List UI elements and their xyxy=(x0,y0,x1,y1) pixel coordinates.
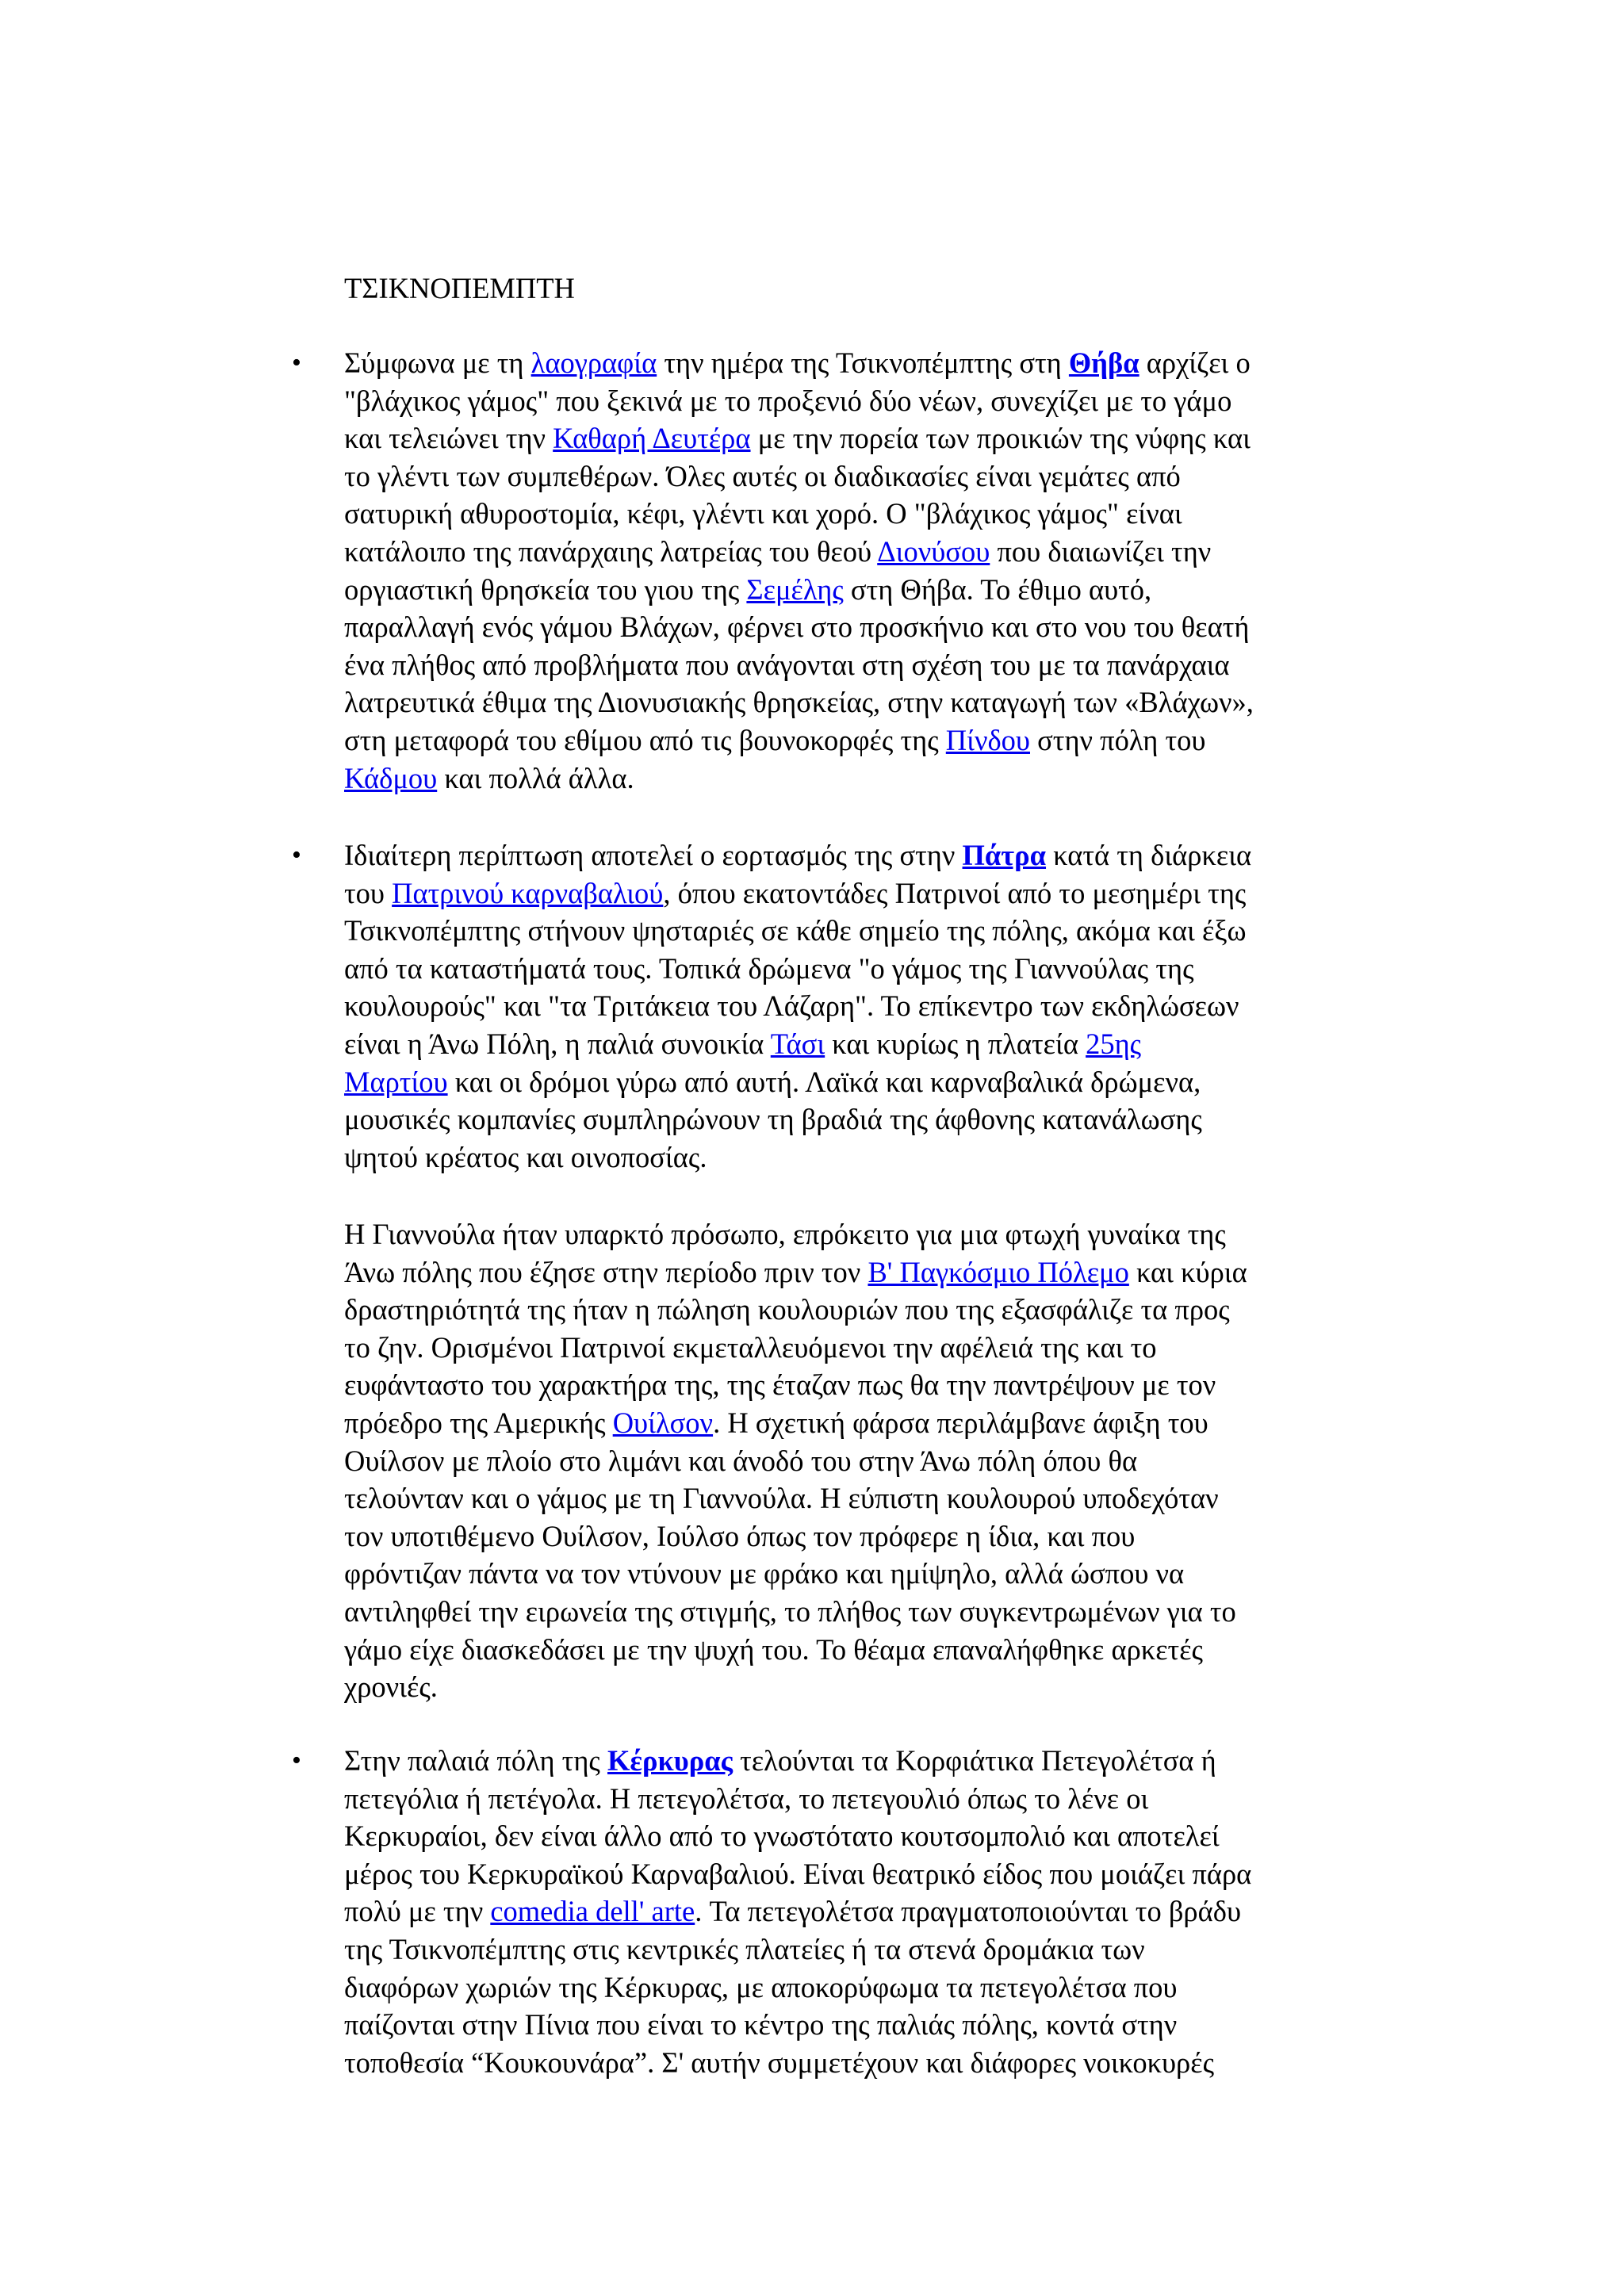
paragraph-corfu xyxy=(344,1742,1375,2081)
text-line xyxy=(344,1969,1375,2007)
text-line xyxy=(344,1063,1375,1101)
text-run: τελούνται τα Κορφιάτικα Πετεγολέτσα ή xyxy=(733,1744,1216,1777)
text-line xyxy=(344,533,1375,571)
text-run: του xyxy=(344,876,393,909)
text-line xyxy=(344,1404,1375,1442)
text-line xyxy=(344,912,1375,950)
text-line xyxy=(344,1366,1375,1404)
hyperlink[interactable]: Τάσι xyxy=(770,1027,825,1060)
text-line xyxy=(344,1442,1375,1480)
hyperlink[interactable]: comedia dell' arte xyxy=(490,1895,695,1928)
text-run: Άνω πόλης που έζησε στην περίοδο πριν τον xyxy=(344,1255,868,1288)
text-line xyxy=(344,457,1375,496)
text-run: δραστηριότητά της ήταν η πώληση κουλουριών που της εξασφάλιζε τα προς xyxy=(344,1293,1230,1326)
text-run: αντιληφθεί την ειρωνεία της στιγμής, το πλήθος των συγκεντρωμένων για το xyxy=(344,1594,1236,1628)
text-run: πετεγόλια ή πετέγολα. Η πετεγολέτσα, το πετεγουλιό όπως το λένε οι xyxy=(344,1781,1149,1815)
text-line xyxy=(344,1291,1375,1329)
text-run: σατυρική αθυροστομία, κέφι, γλέντι και χορό. Ο "βλάχικος γάμος" είναι xyxy=(344,497,1182,530)
text-line xyxy=(344,987,1375,1025)
text-run: τον υποτιθέμενο Ουίλσον, Ιούλσο όπως τον πρόφερε η ίδια, και που xyxy=(344,1519,1136,1552)
text-line xyxy=(344,2044,1375,2082)
hyperlink[interactable]: Διονύσου xyxy=(877,534,990,568)
text-run: ένα πλήθος από προβλήματα που ανάγονται στη σχέση του με τα πανάρχαια xyxy=(344,648,1230,681)
text-line xyxy=(344,344,1375,382)
text-run: Τσικνοπέμπτης στήνουν ψησταριές σε κάθε σημείο της πόλης, ακόμα και έξω xyxy=(344,914,1247,947)
text-run: και τελειώνει την xyxy=(344,422,553,455)
text-run: ψητού κρέατος και οινοποσίας. xyxy=(344,1140,707,1173)
text-run: και πολλά άλλα. xyxy=(437,761,634,794)
text-line xyxy=(344,1025,1375,1063)
hyperlink[interactable]: Πίνδου xyxy=(945,723,1030,756)
text-run: και κυρίως η πλατεία xyxy=(825,1027,1086,1060)
text-run: Κερκυραίοι, δεν είναι άλλο από το γνωστότατο κουτσομπολιό και αποτελεί xyxy=(344,1820,1220,1853)
hyperlink[interactable]: λαογραφία xyxy=(530,346,657,379)
text-run: Ιδιαίτερη περίπτωση αποτελεί ο εορτασμός της στην xyxy=(344,839,963,871)
text-run: πολύ με την xyxy=(344,1895,491,1928)
text-line xyxy=(344,1253,1375,1292)
text-run: . Η σχετική φάρσα περιλάμβανε άφιξη του xyxy=(713,1406,1208,1439)
text-line xyxy=(344,1479,1375,1517)
hyperlink[interactable]: Σεμέλης xyxy=(746,572,844,606)
text-line xyxy=(344,1855,1375,1893)
text-run: . Τα πετεγολέτσα πραγματοποιούνται το βράδυ xyxy=(695,1895,1242,1928)
text-run: γάμο είχε διασκεδάσει με την ψυχή του. Το θέαμα επαναλήφθηκε αρκετές xyxy=(344,1632,1203,1666)
text-run: Ουίλσον με πλοίο στο λιμάνι και άνοδό του στην Άνω πόλη όπου θα xyxy=(344,1444,1138,1477)
text-run: , όπου εκατοντάδες Πατρινοί από το μεσημέρι της xyxy=(663,876,1247,909)
text-run: τελούνταν και ο γάμος με τη Γιαννούλα. Η εύπιστη κουλουρού υποδεχόταν xyxy=(344,1482,1219,1515)
text-run: οργιαστική θρησκεία του γιου της xyxy=(344,572,747,606)
text-run: που διαιωνίζει την xyxy=(990,534,1212,568)
text-line xyxy=(344,1742,1375,1780)
text-run: τοποθεσία “Κουκουνάρα”. Σ' αυτήν συμμετέχουν και διάφορες νοικοκυρές xyxy=(344,2045,1215,2079)
text-run: Στην παλαιά πόλη της xyxy=(344,1744,608,1777)
text-line xyxy=(344,1931,1375,1969)
text-run: είναι η Άνω Πόλη, η παλιά συνοικία xyxy=(344,1027,771,1060)
hyperlink[interactable]: 25ης xyxy=(1086,1027,1142,1060)
hyperlink[interactable]: Πάτρα xyxy=(962,839,1047,871)
paragraph-patras xyxy=(344,836,1375,1176)
text-run: πρόεδρο της Αμερικής xyxy=(344,1406,613,1439)
paragraph-thebes xyxy=(344,344,1375,797)
text-line xyxy=(344,1517,1375,1556)
text-run: από τα καταστήματά τους. Τοπικά δρώμενα "ο γάμος της Γιαννούλας της xyxy=(344,951,1194,985)
text-run: λατρευτικά έθιμα της Διονυσιακής θρησκείας, στην καταγωγή των «Βλάχων», xyxy=(344,686,1254,719)
text-line xyxy=(344,1100,1375,1138)
text-line xyxy=(344,1817,1375,1855)
text-line xyxy=(344,721,1375,760)
text-line xyxy=(344,382,1375,420)
text-run: μουσικές κομπανίες συμπληρώνουν τη βραδιά της άφθονης κατανάλωσης xyxy=(344,1103,1202,1136)
text-line xyxy=(344,1555,1375,1593)
bullet-icon: • xyxy=(292,348,301,377)
hyperlink[interactable]: Καθαρή Δευτέρα xyxy=(553,422,751,455)
text-run: χρονιές. xyxy=(344,1670,438,1704)
text-line xyxy=(344,683,1375,721)
text-line xyxy=(344,495,1375,533)
hyperlink[interactable]: Θήβα xyxy=(1068,346,1139,379)
text-run: αρχίζει ο xyxy=(1139,346,1251,379)
text-run: την ημέρα της Τσικνοπέμπτης στη xyxy=(657,346,1069,379)
text-run: παίζονται στην Πίνια που είναι το κέντρο της παλιάς πόλης, κοντά στην xyxy=(344,2008,1178,2042)
text-run: και οι δρόμοι γύρω από αυτή. Λαϊκά και καρναβαλικά δρώμενα, xyxy=(447,1065,1201,1098)
text-run: κουλουρούς" και "τα Τριτάκεια του Λάζαρη". Το επίκεντρο των εκδηλώσεων xyxy=(344,989,1239,1023)
text-line xyxy=(344,760,1375,798)
hyperlink[interactable]: Κέρκυρας xyxy=(607,1744,733,1777)
text-run: διαφόρων χωριών της Κέρκυρας, με αποκορύφωμα τα πετεγολέτσα που xyxy=(344,1970,1178,2003)
text-line xyxy=(344,1631,1375,1669)
text-run: και κύρια xyxy=(1128,1255,1247,1288)
text-run: φρόντιζαν πάντα να τον ντύνουν με φράκο και ημίψηλο, αλλά ώσπου να xyxy=(344,1557,1185,1590)
text-run: κατάλοιπο της πανάρχαιης λατρείας του θεού xyxy=(344,534,878,568)
text-line xyxy=(344,1892,1375,1931)
text-line xyxy=(344,608,1375,646)
text-line xyxy=(344,1593,1375,1631)
text-run: μέρος του Κερκυραϊκού Καρναβαλιού. Είναι θεατρικό είδος που μοιάζει πάρα xyxy=(344,1857,1252,1890)
paragraph-giannoula xyxy=(344,1215,1375,1706)
text-line xyxy=(344,950,1375,988)
text-line xyxy=(344,571,1375,609)
text-run: στη μεταφορά του εθίμου από τις βουνοκορφές της xyxy=(344,723,946,756)
hyperlink[interactable]: Β' Παγκόσμιο Πόλεμο xyxy=(868,1255,1129,1288)
text-run: Η Γιαννούλα ήταν υπαρκτό πρόσωπο, επρόκειτο για μια φτωχή γυναίκα της xyxy=(344,1218,1226,1250)
text-run: το γλέντι των συμπεθέρων. Όλες αυτές οι διαδικασίες είναι γεμάτες από xyxy=(344,459,1181,492)
bullet-icon: • xyxy=(292,1746,301,1775)
text-run: της Τσικνοπέμπτης στις κεντρικές πλατείες ή τα στενά δρομάκια των xyxy=(344,1932,1145,1965)
text-run: ευφάνταστο του χαρακτήρα της, της έταζαν πως θα την παντρέψουν με τον xyxy=(344,1368,1216,1402)
text-run: κατά τη διάρκεια xyxy=(1046,839,1252,871)
text-line xyxy=(344,1138,1375,1177)
text-line xyxy=(344,1668,1375,1706)
text-run: το ζην. Ορισμένοι Πατρινοί εκμεταλλευόμενοι την αφέλειά της και το xyxy=(344,1330,1157,1364)
text-line xyxy=(344,836,1375,874)
bullet-icon: • xyxy=(292,840,301,870)
text-line xyxy=(344,1215,1375,1253)
text-run: στη Θήβα. Το έθιμο αυτό, xyxy=(843,572,1152,606)
text-run: Σύμφωνα με τη xyxy=(344,346,531,379)
text-line xyxy=(344,2006,1375,2044)
hyperlink[interactable]: Μαρτίου xyxy=(344,1065,448,1098)
hyperlink[interactable]: Κάδμου xyxy=(344,761,438,794)
text-line xyxy=(344,1329,1375,1367)
text-line xyxy=(344,874,1375,913)
text-run: "βλάχικος γάμος" που ξεκινά με το προξενιό δύο νέων, συνεχίζει με το γάμο xyxy=(344,384,1232,417)
page-title: ΤΣΙΚΝΟΠΕΜΠΤΗ xyxy=(344,272,575,304)
text-line xyxy=(344,1780,1375,1818)
text-run: παραλλαγή ενός γάμου Βλάχων, φέρνει στο προσκήνιο και στο νου του θεατή xyxy=(344,610,1250,644)
text-run: στην πόλη του xyxy=(1030,723,1206,756)
text-line xyxy=(344,419,1375,457)
hyperlink[interactable]: Ουίλσον xyxy=(612,1406,714,1439)
hyperlink[interactable]: Πατρινού καρναβαλιού xyxy=(392,876,664,909)
text-run: με την πορεία των προικιών της νύφης και xyxy=(750,422,1251,455)
text-line xyxy=(344,646,1375,684)
